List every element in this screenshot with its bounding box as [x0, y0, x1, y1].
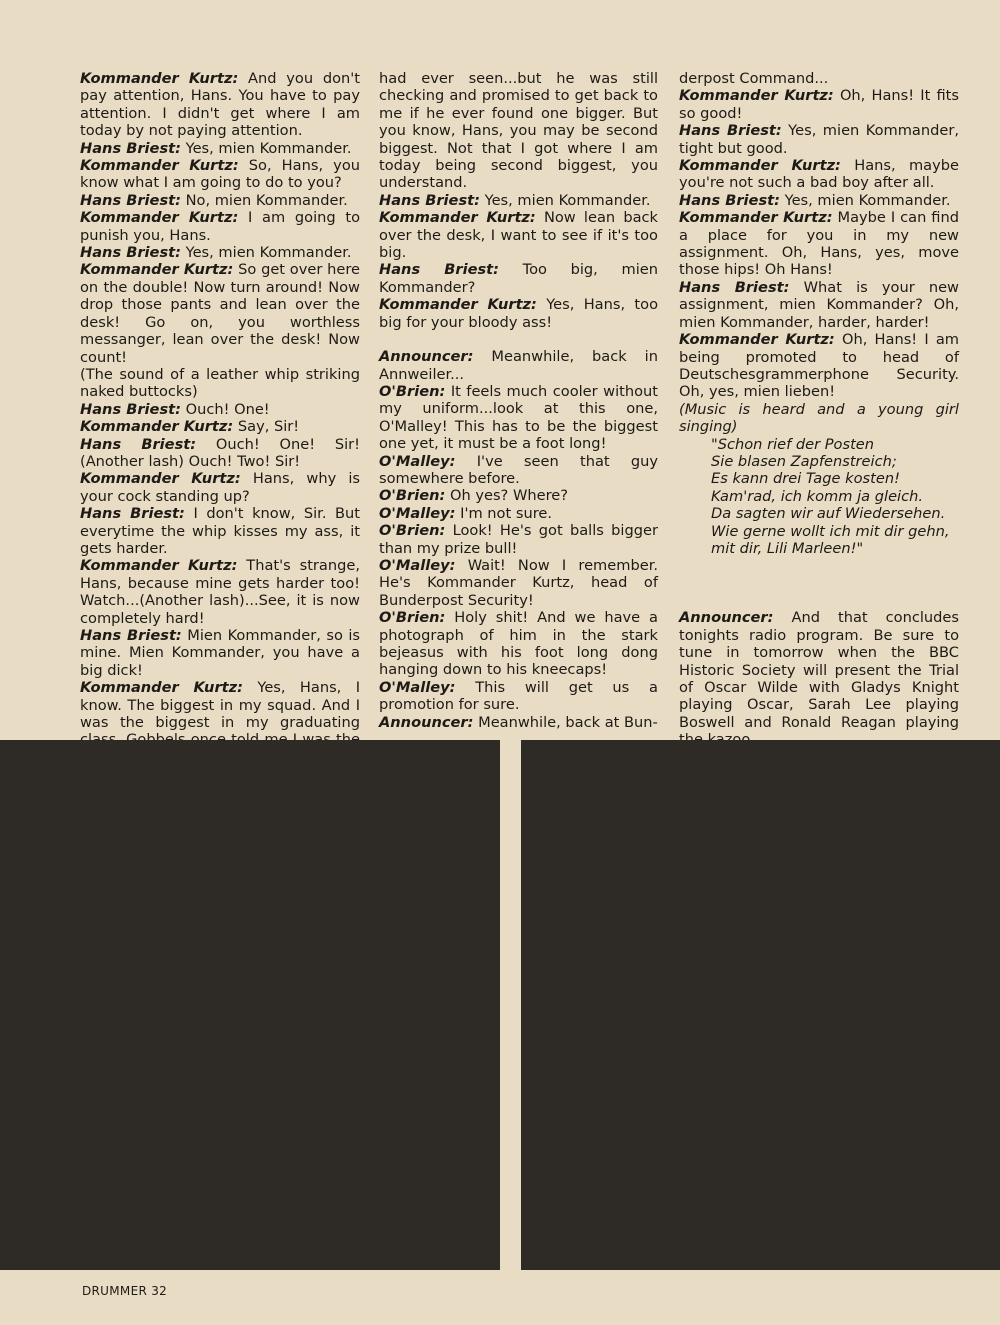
speaker-name: O'Brien: [379, 487, 446, 505]
dialogue-text: Ouch! One! [185, 400, 270, 418]
speaker-name: O'Malley: [379, 452, 456, 470]
dialogue-text: I don't know, Sir. But everytime the whip kisses my ass, it gets harder. [80, 505, 361, 557]
dialogue-text: Hans, maybe you're not such a bad boy after all. [679, 157, 960, 192]
speaker-name: Hans Briest: [80, 191, 181, 209]
speaker-name: Hans Briest: [679, 191, 780, 209]
speaker-name: O'Malley: [379, 556, 456, 574]
speaker-name: Kommander Kurtz: [679, 157, 841, 175]
dialogue-text: I'm not sure. [460, 504, 552, 522]
dialogue-line [379, 209, 658, 261]
dialogue-text: Oh yes? Where? [449, 487, 569, 505]
speaker-name: Kommander Kurtz: [80, 70, 239, 87]
dialogue-line [80, 140, 360, 157]
speaker-name: Hans Briest: [80, 627, 182, 644]
song-lyric-line: mit dir, Lili Marleen!" [711, 539, 864, 557]
speaker-name: O'Brien: [379, 382, 446, 400]
speaker-name: Announcer: [679, 609, 774, 627]
text-column-2 [379, 70, 658, 731]
dialogue-line [80, 436, 360, 471]
dialogue-text: Meanwhile, back in Annweiler... [379, 348, 658, 383]
dialogue-line [679, 192, 959, 209]
dialogue-line [80, 401, 360, 418]
song-lyric-line: Es kann drei Tage kosten! [711, 470, 900, 488]
dialogue-line [379, 714, 658, 731]
speaker-name: Hans Briest: [679, 278, 790, 296]
dialogue-text: Oh, Hans! I am being promoted to head of Deutschesgrammerphone Security. Oh, yes, mien lieben! [679, 331, 960, 401]
dialogue-line [80, 505, 360, 557]
dialogue-line [379, 609, 658, 679]
dialogue-line [80, 470, 360, 505]
dialogue-line [679, 209, 959, 279]
dialogue-line [80, 209, 360, 244]
speaker-name: O'Brien: [379, 609, 446, 627]
dialogue-line [679, 331, 959, 401]
song-lyric-line: Da sagten wir auf Wiedersehen. [711, 505, 946, 523]
dialogue-line [379, 261, 658, 296]
speaker-name: Kommander Kurtz: [80, 209, 239, 227]
speaker-name: Hans Briest: [80, 400, 181, 418]
dialogue-line [379, 505, 658, 522]
paragraph-gap [379, 331, 658, 348]
text-column-3 [679, 70, 959, 749]
speaker-name: Hans Briest: [80, 244, 181, 262]
dialogue-line [379, 679, 658, 714]
speaker-name: Kommander Kurtz: [679, 87, 834, 105]
speaker-name: Kommander Kurtz: [80, 261, 234, 279]
dialogue-line [379, 557, 658, 609]
dialogue-line [679, 609, 959, 748]
dialogue-text: Maybe I can find a place for you in my new assignment. Oh, Hans, yes, move those hips! Oh Hans! [679, 209, 960, 279]
speaker-name: Hans Briest: [379, 191, 480, 209]
dialogue-line [379, 453, 658, 488]
dialogue-text: Yes, mien Kommander. [484, 191, 651, 209]
dialogue-text: Yes, Hans, I know. The biggest in my squad. And I was the biggest in my graduating [80, 679, 361, 732]
dialogue-line [379, 487, 658, 504]
dialogue-line [679, 279, 959, 331]
dialogue-line [379, 348, 658, 383]
speaker-name: O'Malley: [379, 504, 456, 522]
dialogue-text: derpost Command... [679, 70, 829, 87]
dialogue-text: Meanwhile, back at Bun- [478, 713, 658, 731]
dialogue-text: Yes, mien Kommander. [784, 191, 951, 209]
dialogue-text: And you don't pay attention, Hans. You have to pay attention. I didn't get where I am today by not paying attention. [80, 70, 360, 140]
dialogue-line [80, 261, 360, 365]
speaker-name: Hans Briest: [80, 435, 197, 453]
speaker-name: Kommander Kurtz: [679, 331, 835, 349]
dialogue-line [80, 366, 360, 401]
dialogue-line [379, 192, 658, 209]
photo-right [521, 740, 1000, 1270]
dialogue-line [80, 157, 360, 192]
speaker-name: Kommander Kurtz: [80, 557, 238, 575]
dialogue-text: Ouch! One! Sir! (Another lash) Ouch! Two! Sir! [80, 435, 360, 470]
dialogue-text: Mien Kommander, so is mine. Mien Kommander, you have a big dick! [80, 627, 360, 679]
dialogue-text: Wait! Now I remember. He's Kommander Kurtz, head of Bunderpost Security! [379, 556, 658, 609]
dialogue-text: Yes, mien Kommander. [185, 139, 352, 157]
song-lyric-line: Wie gerne wollt ich mit dir gehn, [711, 522, 950, 540]
dialogue-text: So, Hans, you know what I am going to do to you? [80, 157, 360, 192]
dialogue-line [379, 70, 658, 192]
speaker-name: Hans Briest: [379, 261, 499, 279]
dialogue-line [80, 418, 360, 435]
dialogue-text: That's strange, Hans, because mine gets harder too! Watch...(Another lash)...See, it is now completely hard! [80, 557, 360, 627]
dialogue-text: No, mien Kommander. [185, 191, 348, 209]
dialogue-text: Look! He's got balls bigger than my prize bull! [379, 522, 658, 557]
dialogue-line [80, 70, 360, 140]
dialogue-line [679, 70, 959, 87]
speaker-name: Announcer: [379, 348, 474, 366]
dialogue-line [379, 296, 658, 331]
dialogue-text: (The sound of a leather whip striking naked buttocks) [80, 365, 360, 401]
dialogue-text: It feels much cooler without my uniform...look at this one, O'Malley! This has to be the biggest one yet, it must be a foot long! [379, 382, 658, 453]
dialogue-line [80, 192, 360, 209]
section-gap [679, 557, 959, 609]
text-column-1 [80, 70, 360, 766]
speaker-name: Announcer: [379, 713, 474, 731]
dialogue-text: Holy shit! And we have a photograph of him in the stark bejeasus with his foot long dong hanging down to his kneecaps! [379, 609, 658, 679]
dialogue-text: Yes, mien Kommander. [185, 244, 352, 262]
dialogue-text: So get over here on the double! Now turn around! Now drop those pants and lean over the desk! Go on, you worthless messanger, lean over the desk! Now count! [80, 261, 360, 366]
dialogue-line [679, 122, 959, 157]
dialogue-line [80, 627, 360, 679]
dialogue-line [379, 383, 658, 453]
dialogue-text: Oh, Hans! It fits so good! [679, 87, 959, 122]
speaker-name: Kommander Kurtz: [379, 209, 536, 227]
speaker-name: Hans Briest: [679, 122, 782, 140]
dialogue-text: Yes, mien Kommander, tight but good. [679, 122, 959, 157]
dialogue-text: (Music is heard and a young girl singing) [679, 400, 959, 436]
speaker-name: O'Malley: [379, 678, 456, 696]
speaker-name: Kommander Kurtz: [80, 679, 243, 697]
dialogue-text: And that concludes tonights radio program. Be sure to tune in tomorrow when the BBC Historic Society will present the Trial of Oscar Wilde with Gladys Knight playing Oscar, Sarah Lee playing Boswell and Ronald Reagan playing [679, 609, 959, 731]
photo-left [0, 740, 500, 1270]
speaker-name: Hans Briest: [80, 505, 185, 523]
dialogue-line [80, 557, 360, 627]
song-lyric-line: Sie blasen Zapfenstreich; [711, 452, 897, 470]
speaker-name: Kommander Kurtz: [379, 296, 537, 314]
speaker-name: O'Brien: [379, 522, 446, 540]
dialogue-text: Yes, Hans, too big for your bloody ass! [379, 296, 659, 331]
dialogue-text: Say, Sir! [237, 418, 300, 436]
dialogue-line [679, 157, 959, 192]
speaker-name: Kommander Kurtz: [80, 470, 241, 488]
speaker-name: Hans Briest: [80, 139, 181, 157]
dialogue-text: I am going to punish you, Hans. [80, 209, 360, 244]
dialogue-line [679, 87, 959, 122]
dialogue-text: Too big, mien Kommander? [379, 261, 658, 296]
dialogue-text: Now lean back over the desk, I want to see if it's too big. [379, 209, 659, 262]
song-lyric-line: "Schon rief der Posten [711, 435, 875, 453]
dialogue-text: This will get us a promotion for sure. [379, 678, 658, 714]
dialogue-text: What is your new assignment, mien Kommander? Oh, mien Kommander, harder, harder! [679, 278, 959, 331]
dialogue-line [80, 244, 360, 261]
speaker-name: Kommander Kurtz: [80, 418, 234, 436]
dialogue-line [679, 401, 959, 436]
speaker-name: Kommander Kurtz: [80, 157, 239, 175]
dialogue-text: I've seen that guy somewhere before. [379, 452, 658, 487]
dialogue-text: had ever seen...but he was still checking and promised to get back to me if he ever found one bigger. But you know, Hans, you may be second biggest. Not that I got where I am today being second biggest, you understand. [379, 70, 658, 192]
dialogue-line [379, 522, 658, 557]
song-lyric-line: Kam'rad, ich komm ja gleich. [711, 487, 924, 505]
dialogue-text: Hans, why is your cock standing up? [80, 470, 361, 505]
page-folio: DRUMMER 32 [82, 1284, 168, 1298]
speaker-name: Kommander Kurtz: [679, 209, 833, 227]
